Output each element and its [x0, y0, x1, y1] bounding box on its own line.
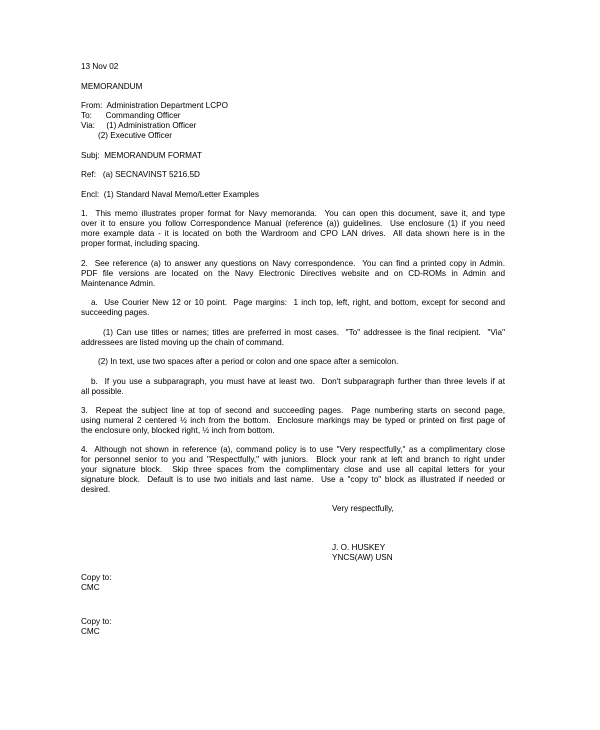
paragraph-line: all possible.	[81, 387, 124, 396]
from-line: From: Administration Department LCPO	[81, 101, 228, 110]
subparagraph-a-2: (2) In text, use two spaces after a period or colon and one space after a semicolon.	[98, 357, 399, 366]
paragraph-line: (1) Can use titles or names; titles are preferred in most cases. "To" addressee is the final recipient. "Via"	[103, 328, 505, 337]
paragraph-line: Maintenance Admin.	[81, 279, 156, 288]
paragraph-line: 2. See reference (a) to answer any questions on Navy correspondence. You can find a printed copy in Admin.	[81, 259, 505, 268]
complimentary-close: Very respectfully,	[332, 504, 394, 513]
enclosure-line: Encl: (1) Standard Naval Memo/Letter Examples	[81, 190, 259, 199]
paragraph-line: for personnel senior to you and "Respectfully," with juniors. Block your rank at left and branch to right under	[81, 455, 505, 464]
signature-rank: YNCS(AW) USN	[332, 553, 393, 562]
paragraph-line: PDF file versions are located on the Navy Electronic Directives website and on CD-ROMs in Admin and	[81, 269, 505, 278]
paragraph-line: 3. Repeat the subject line at top of second and succeeding pages. Page numbering starts on second page,	[81, 406, 505, 415]
paragraph-line: a. Use Courier New 12 or 10 point. Page margins: 1 inch top, left, right, and bottom, except for second and	[91, 298, 505, 307]
subject-line: Subj: MEMORANDUM FORMAT	[81, 151, 202, 160]
paragraph-line: the enclosure only, blocked right, ½ inch from bottom.	[81, 426, 275, 435]
to-line: To: Commanding Officer	[81, 111, 181, 120]
signature-name: J. O. HUSKEY	[332, 543, 386, 552]
copy-to-recipient: CMC	[81, 627, 100, 636]
paragraph-line: signature block. Default is to use two initials and last name. Use a "copy to" block as illustrated if needed or	[81, 475, 505, 484]
paragraph-line: 1. This memo illustrates proper format for Navy memoranda. You can open this document, save it, and type	[81, 209, 505, 218]
copy-to-label: Copy to:	[81, 617, 112, 626]
paragraph-line: your signature block. Skip three spaces from the complimentary close and use all capital letters for your	[81, 465, 505, 474]
paragraph-line: b. If you use a subparagraph, you must have at least two. Don't subparagraph further than three levels if at	[91, 377, 505, 386]
via-line-1: Via: (1) Administration Officer	[81, 121, 197, 130]
paragraph-line: proper format, including spacing.	[81, 239, 200, 248]
paragraph-line: more example data - it is located on both the Wardroom and CPO LAN drives. All data shown here is in the	[81, 229, 505, 238]
paragraph-line: 4. Although not shown in reference (a), command policy is to use "Very respectfully," as a complimentary close	[81, 445, 505, 454]
paragraph-line: desired.	[81, 485, 111, 494]
reference-line: Ref: (a) SECNAVINST 5216.5D	[81, 170, 200, 179]
memo-heading: MEMORANDUM	[81, 82, 143, 91]
via-line-2: (2) Executive Officer	[98, 131, 173, 140]
paragraph-line: addressees are listed moving up the chain of command.	[81, 338, 284, 347]
memo-date: 13 Nov 02	[81, 62, 119, 71]
copy-to-recipient: CMC	[81, 583, 100, 592]
paragraph-line: using numeral 2 centered ½ inch from the bottom. Enclosure markings may be typed or printed on first page of	[81, 416, 505, 425]
paragraph-line: over it to ensure you follow Correspondence Manual (reference (a)) guidelines. Use enclosure (1) if you need	[81, 219, 505, 228]
copy-to-label: Copy to:	[81, 573, 112, 582]
paragraph-line: succeeding pages.	[81, 308, 150, 317]
